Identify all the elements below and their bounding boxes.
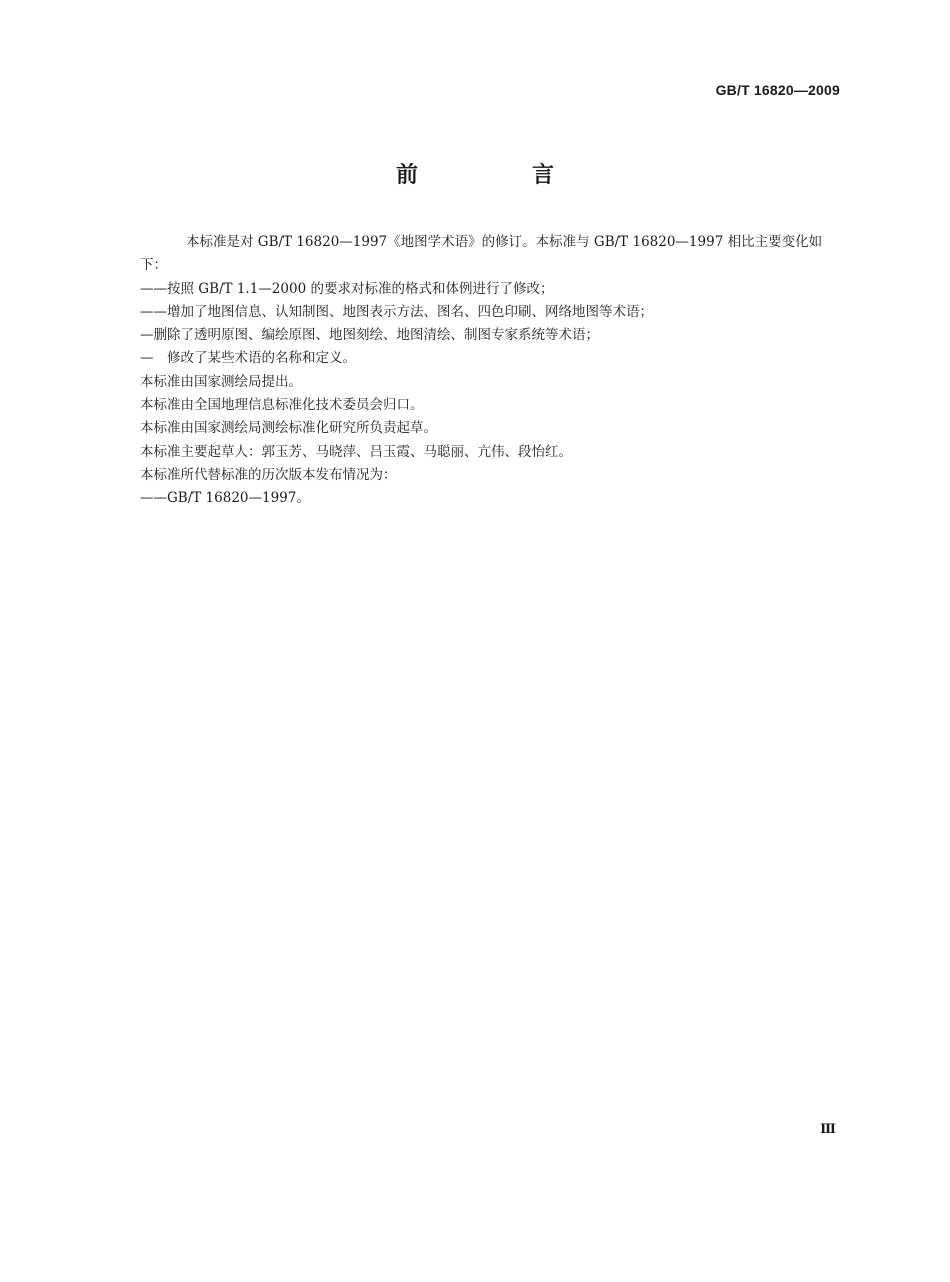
intro-paragraph: 本标准是对 GB/T 16820—1997《地图学术语》的修订。本标准与 GB/T 16820—1997 相比主要变化如下：: [140, 234, 823, 274]
centralized-paragraph: 本标准由全国地理信息标准化技术委员会归口。: [140, 397, 424, 414]
page-title: 前 言: [395, 162, 600, 188]
change-item-3: —删除了透明原图、编绘原图、地图刻绘、地图清绘、制图专家系统等术语；: [140, 327, 599, 344]
foreword-body: [140, 231, 842, 511]
drafting-unit-paragraph: 本标准由国家测绘局测绘标准化研究所负责起草。: [140, 420, 437, 437]
history-item: ——GB/T 16820—1997。: [140, 490, 310, 507]
drafters-paragraph: 本标准主要起草人：郭玉芳、马晓萍、吕玉霞、马聪丽、亢伟、段怡红。: [140, 443, 572, 460]
change-item-1: ——按照 GB/T 1.1—2000 的要求对标准的格式和体例进行了修改；: [140, 280, 554, 297]
history-heading: 本标准所代替标准的历次版本发布情况为：: [140, 466, 397, 483]
proposer-paragraph: 本标准由国家测绘局提出。: [140, 373, 302, 390]
change-item-4: — 修改了某些术语的名称和定义。: [140, 350, 356, 367]
change-item-2: ——增加了地图信息、认知制图、地图表示方法、图名、四色印刷、网络地图等术语；: [140, 303, 653, 320]
page-number: Ⅲ: [820, 1122, 836, 1137]
standard-code: GB/T 16820—2009: [715, 82, 840, 98]
